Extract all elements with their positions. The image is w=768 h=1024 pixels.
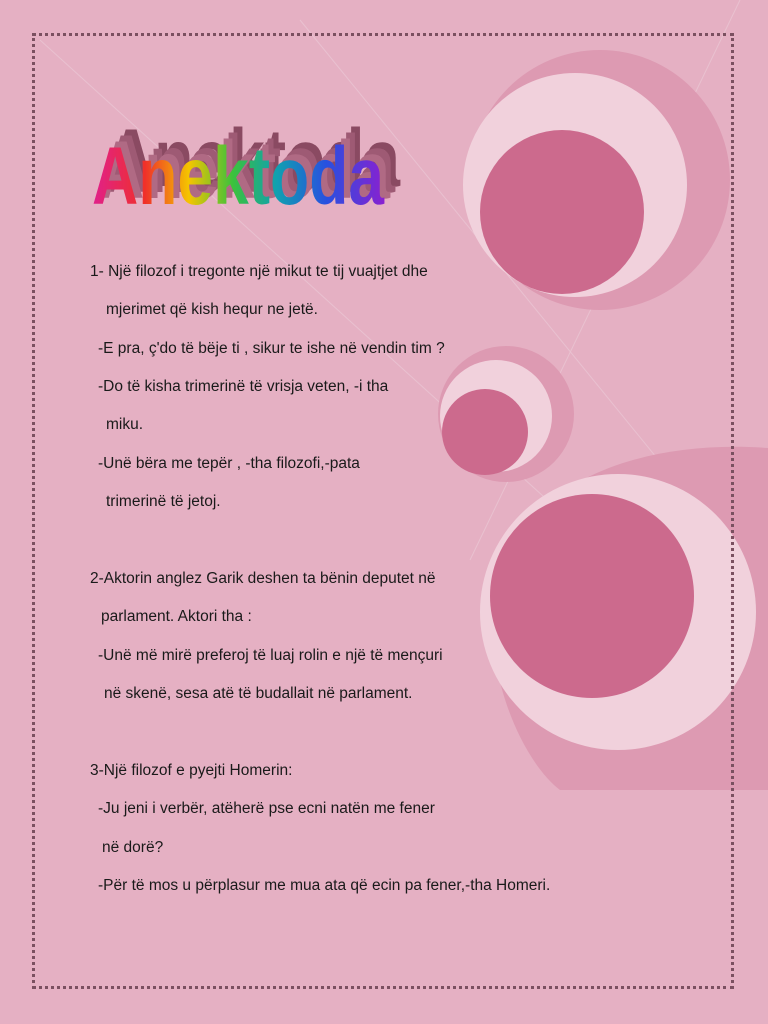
anecdote-3-line-4: -Për të mos u përplasur me mua ata që ecin pa fener,-tha Homeri. xyxy=(98,877,551,894)
title-shadow: Anektoda xyxy=(103,119,397,210)
anecdote-2-line-3: -Unë më mirë preferoj të luaj rolin e një të mençuri xyxy=(98,647,443,664)
anecdote-1-line-5: miku. xyxy=(106,416,144,433)
title-shadow: Anektoda xyxy=(108,113,402,204)
title-shadow: Anektoda xyxy=(98,125,392,216)
anecdote-1-line-4: -Do të kisha trimerinë të vrisja veten, -i tha xyxy=(98,378,389,395)
anecdote-1-line-2: mjerimet që kish hequr ne jetë. xyxy=(106,301,318,318)
anecdote-1-line-3: -E pra, ç'do të bëje ti , sikur te ishe në vendin tim ? xyxy=(98,340,445,357)
anecdote-3-line-2: -Ju jeni i verbër, atëherë pse ecni natën me fener xyxy=(98,800,435,817)
anecdote-3-line-3: në dorë? xyxy=(102,839,164,856)
anecdote-3-line-1: 3-Një filozof e pyejti Homerin: xyxy=(90,762,293,779)
page-title xyxy=(86,88,416,218)
anecdote-1-line-1: 1- Një filozof i tregonte një mikut te tij vuajtjet dhe xyxy=(90,263,428,280)
anecdote-2-line-4: në skenë, sesa atë të budallait në parlament. xyxy=(104,685,413,702)
anecdote-1-line-7: trimerinë të jetoj. xyxy=(106,493,221,510)
anecdote-2-line-2: parlament. Aktori tha : xyxy=(101,608,252,625)
anecdote-2-line-1: 2-Aktorin anglez Garik deshen ta bënin deputet në xyxy=(90,570,436,587)
title-text: Anektoda xyxy=(92,131,386,218)
anecdote-1-line-6: -Unë bëra me tepër , -tha filozofi,-pata xyxy=(98,455,360,472)
